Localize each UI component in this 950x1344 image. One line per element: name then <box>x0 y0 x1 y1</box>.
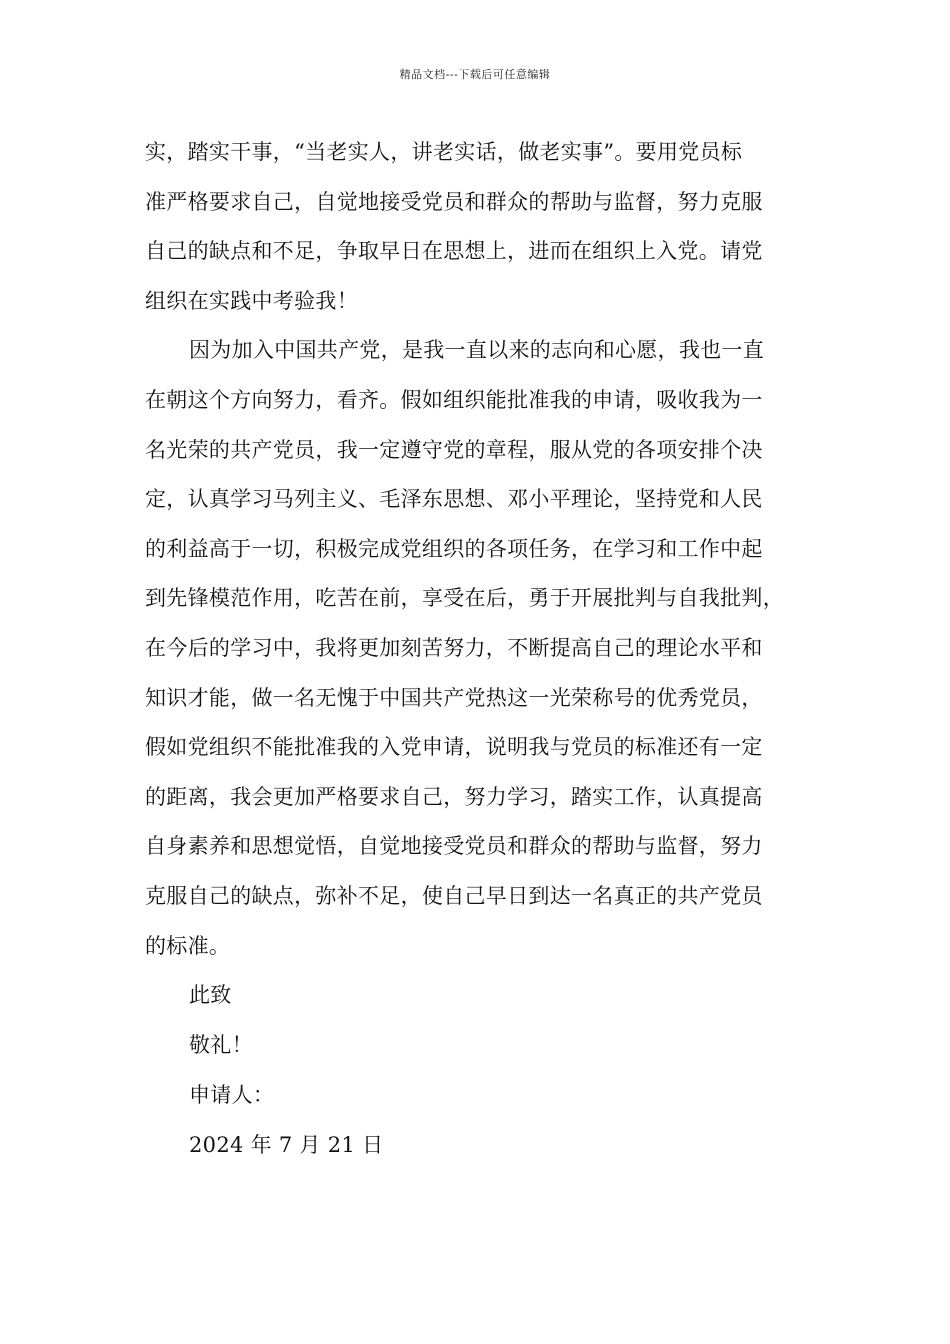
closing-block <box>189 970 383 1170</box>
body-line: 知识才能，做一名无愧于中国共产党热这一光荣称号的优秀党员， <box>145 685 763 710</box>
body-line: 因为加入中国共产党，是我一直以来的志向和心愿，我也一直 <box>189 338 765 363</box>
body-line: 自己的缺点和不足，争取早日在思想上，进而在组织上入党。请党 <box>145 239 763 264</box>
body-text <box>145 128 805 971</box>
body-line: 的利益高于一切，积极完成党组织的各项任务，在学习和工作中起 <box>145 536 763 561</box>
body-line: 在朝这个方向努力，看齐。假如组织能批准我的申请，吸收我为一 <box>145 387 763 412</box>
body-line: 克服自己的缺点，弥补不足，使自己早日到达一名真正的共产党员 <box>145 883 763 908</box>
page-header: 精品文档---下载后可任意编辑 <box>399 68 551 81</box>
body-line: 自身素养和思想觉悟，自觉地接受党员和群众的帮助与监督，努力 <box>145 834 763 859</box>
body-line: 准严格要求自己，自觉地接受党员和群众的帮助与监督，努力克服 <box>145 189 763 214</box>
applicant-label: 申请人： <box>189 1083 275 1107</box>
body-line: 到先锋模范作用，吃苦在前，享受在后，勇于开展批判与自我批判， <box>145 586 784 611</box>
body-line: 实，踏实干事，“当老实人，讲老实话，做老实事”。要用党员标 <box>145 140 743 164</box>
body-line: 假如党组织不能批准我的入党申请，说明我与党员的标准还有一定 <box>145 735 763 760</box>
salutation: 此致 <box>189 983 232 1007</box>
body-line: 名光荣的共产党员，我一定遵守党的章程，服从党的各项安排个决 <box>145 437 763 462</box>
respect-line: 敬礼！ <box>189 1033 253 1057</box>
body-line: 组织在实践中考验我！ <box>145 288 358 313</box>
body-line: 在今后的学习中，我将更加刻苦努力，不断提高自己的理论水平和 <box>145 635 763 660</box>
body-line: 的标准。 <box>145 933 231 958</box>
body-line: 的距离，我会更加严格要求自己，努力学习，踏实工作，认真提高 <box>145 784 763 809</box>
date-line: 2024 年 7 月 21 日 <box>189 1133 384 1157</box>
body-line: 定，认真学习马列主义、毛泽东思想、邓小平理论，坚持党和人民 <box>145 487 763 512</box>
